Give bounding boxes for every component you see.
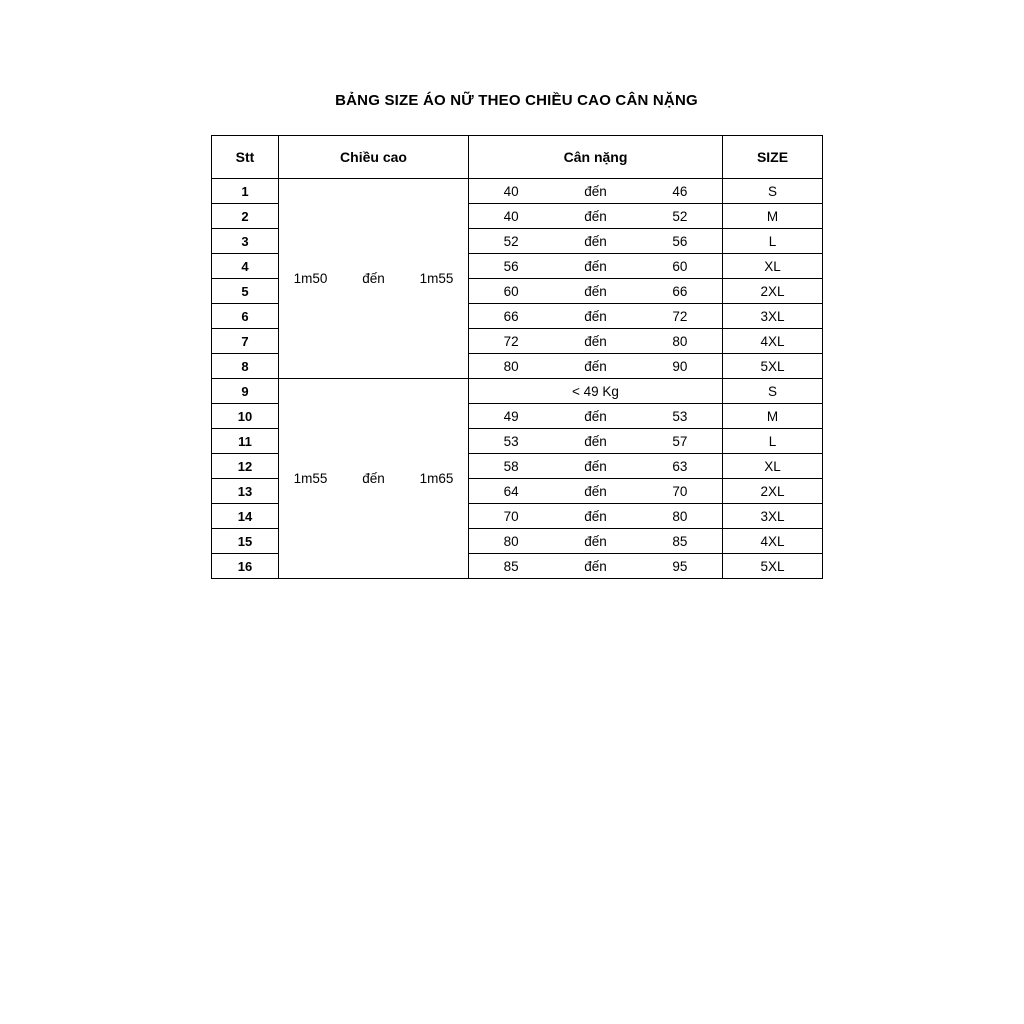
weight-den: đến (584, 433, 607, 449)
weight-den: đến (584, 483, 607, 499)
weight-range-cell (469, 379, 723, 404)
weight-max: 63 (672, 458, 688, 474)
size-cell: L (723, 429, 823, 454)
size-cell: S (723, 379, 823, 404)
table-row (212, 379, 823, 404)
weight-range (469, 434, 722, 449)
row-number-cell: 15 (212, 529, 279, 554)
weight-den: đến (584, 183, 607, 199)
weight-min: 40 (503, 183, 519, 199)
weight-max: 70 (672, 483, 688, 499)
weight-range (469, 409, 722, 424)
weight-range-cell (469, 304, 723, 329)
weight-max: 80 (672, 333, 688, 349)
size-chart-table (211, 135, 823, 579)
weight-min: 60 (503, 283, 519, 299)
weight-range-cell (469, 404, 723, 429)
row-number-cell: 8 (212, 354, 279, 379)
size-cell: L (723, 229, 823, 254)
row-number-cell: 12 (212, 454, 279, 479)
weight-range (469, 259, 722, 274)
weight-den: đến (584, 458, 607, 474)
weight-range-cell (469, 429, 723, 454)
weight-min: 53 (503, 433, 519, 449)
weight-den: đến (584, 258, 607, 274)
weight-den: đến (584, 308, 607, 324)
height-max: 1m55 (419, 271, 454, 286)
row-number-cell: 5 (212, 279, 279, 304)
weight-range-cell (469, 279, 723, 304)
weight-max: 56 (672, 233, 688, 249)
weight-min: 64 (503, 483, 519, 499)
weight-den: đến (584, 533, 607, 549)
header-row (212, 136, 823, 179)
height-range (279, 471, 468, 486)
weight-max: 60 (672, 258, 688, 274)
weight-range (469, 459, 722, 474)
weight-den: đến (584, 208, 607, 224)
height-max: 1m65 (419, 471, 454, 486)
row-number-cell: 9 (212, 379, 279, 404)
size-cell: XL (723, 254, 823, 279)
size-cell: 5XL (723, 554, 823, 579)
size-cell: M (723, 404, 823, 429)
size-cell: 4XL (723, 329, 823, 354)
weight-min: 85 (503, 558, 519, 574)
weight-range-cell (469, 354, 723, 379)
row-number-cell: 10 (212, 404, 279, 429)
height-min: 1m55 (293, 471, 328, 486)
weight-den: đến (584, 508, 607, 524)
row-number-cell: 13 (212, 479, 279, 504)
row-number-cell: 14 (212, 504, 279, 529)
size-cell: S (723, 179, 823, 204)
size-cell: 3XL (723, 504, 823, 529)
weight-range (469, 509, 722, 524)
size-cell: 5XL (723, 354, 823, 379)
weight-range-cell (469, 554, 723, 579)
weight-den: đến (584, 233, 607, 249)
weight-min: 80 (503, 533, 519, 549)
weight-min: 40 (503, 208, 519, 224)
weight-range: < 49 Kg (572, 383, 619, 399)
weight-range (469, 184, 722, 199)
header-height: Chiều cao (279, 136, 469, 179)
header-stt: Stt (212, 136, 279, 179)
weight-range (469, 334, 722, 349)
weight-den: đến (584, 558, 607, 574)
weight-range-cell (469, 529, 723, 554)
height-den: đến (362, 471, 385, 486)
weight-min: 66 (503, 308, 519, 324)
height-range-cell (279, 179, 469, 379)
size-cell: 4XL (723, 529, 823, 554)
weight-max: 52 (672, 208, 688, 224)
size-cell: 3XL (723, 304, 823, 329)
row-number-cell: 11 (212, 429, 279, 454)
weight-den: đến (584, 333, 607, 349)
weight-min: 49 (503, 408, 519, 424)
weight-range-cell (469, 179, 723, 204)
height-range (279, 271, 468, 286)
size-cell: M (723, 204, 823, 229)
weight-range-cell (469, 254, 723, 279)
weight-min: 52 (503, 233, 519, 249)
weight-range-cell (469, 329, 723, 354)
weight-min: 80 (503, 358, 519, 374)
weight-range (469, 534, 722, 549)
weight-range-cell (469, 479, 723, 504)
header-weight: Cân nặng (469, 136, 723, 179)
row-number-cell: 1 (212, 179, 279, 204)
weight-min: 70 (503, 508, 519, 524)
weight-min: 56 (503, 258, 519, 274)
weight-max: 95 (672, 558, 688, 574)
weight-max: 57 (672, 433, 688, 449)
weight-range (469, 234, 722, 249)
header-size: SIZE (723, 136, 823, 179)
weight-range (469, 309, 722, 324)
row-number-cell: 2 (212, 204, 279, 229)
row-number-cell: 7 (212, 329, 279, 354)
weight-max: 85 (672, 533, 688, 549)
weight-max: 46 (672, 183, 688, 199)
size-cell: 2XL (723, 279, 823, 304)
weight-range (469, 284, 722, 299)
page-title: BẢNG SIZE ÁO NỮ THEO CHIỀU CAO CÂN NẶNG (335, 92, 698, 109)
height-range-cell (279, 379, 469, 579)
row-number-cell: 4 (212, 254, 279, 279)
weight-den: đến (584, 283, 607, 299)
weight-range-cell (469, 504, 723, 529)
weight-range (469, 559, 722, 574)
weight-max: 80 (672, 508, 688, 524)
weight-den: đến (584, 358, 607, 374)
weight-range-cell (469, 204, 723, 229)
weight-den: đến (584, 408, 607, 424)
table-row (212, 179, 823, 204)
row-number-cell: 6 (212, 304, 279, 329)
weight-max: 53 (672, 408, 688, 424)
size-cell: XL (723, 454, 823, 479)
height-den: đến (362, 271, 385, 286)
weight-range (469, 484, 722, 499)
size-cell: 2XL (723, 479, 823, 504)
row-number-cell: 16 (212, 554, 279, 579)
height-min: 1m50 (293, 271, 328, 286)
weight-range (469, 359, 722, 374)
weight-min: 58 (503, 458, 519, 474)
weight-max: 90 (672, 358, 688, 374)
weight-range (469, 209, 722, 224)
weight-range-cell (469, 454, 723, 479)
row-number-cell: 3 (212, 229, 279, 254)
weight-range-cell (469, 229, 723, 254)
weight-min: 72 (503, 333, 519, 349)
weight-max: 66 (672, 283, 688, 299)
weight-max: 72 (672, 308, 688, 324)
